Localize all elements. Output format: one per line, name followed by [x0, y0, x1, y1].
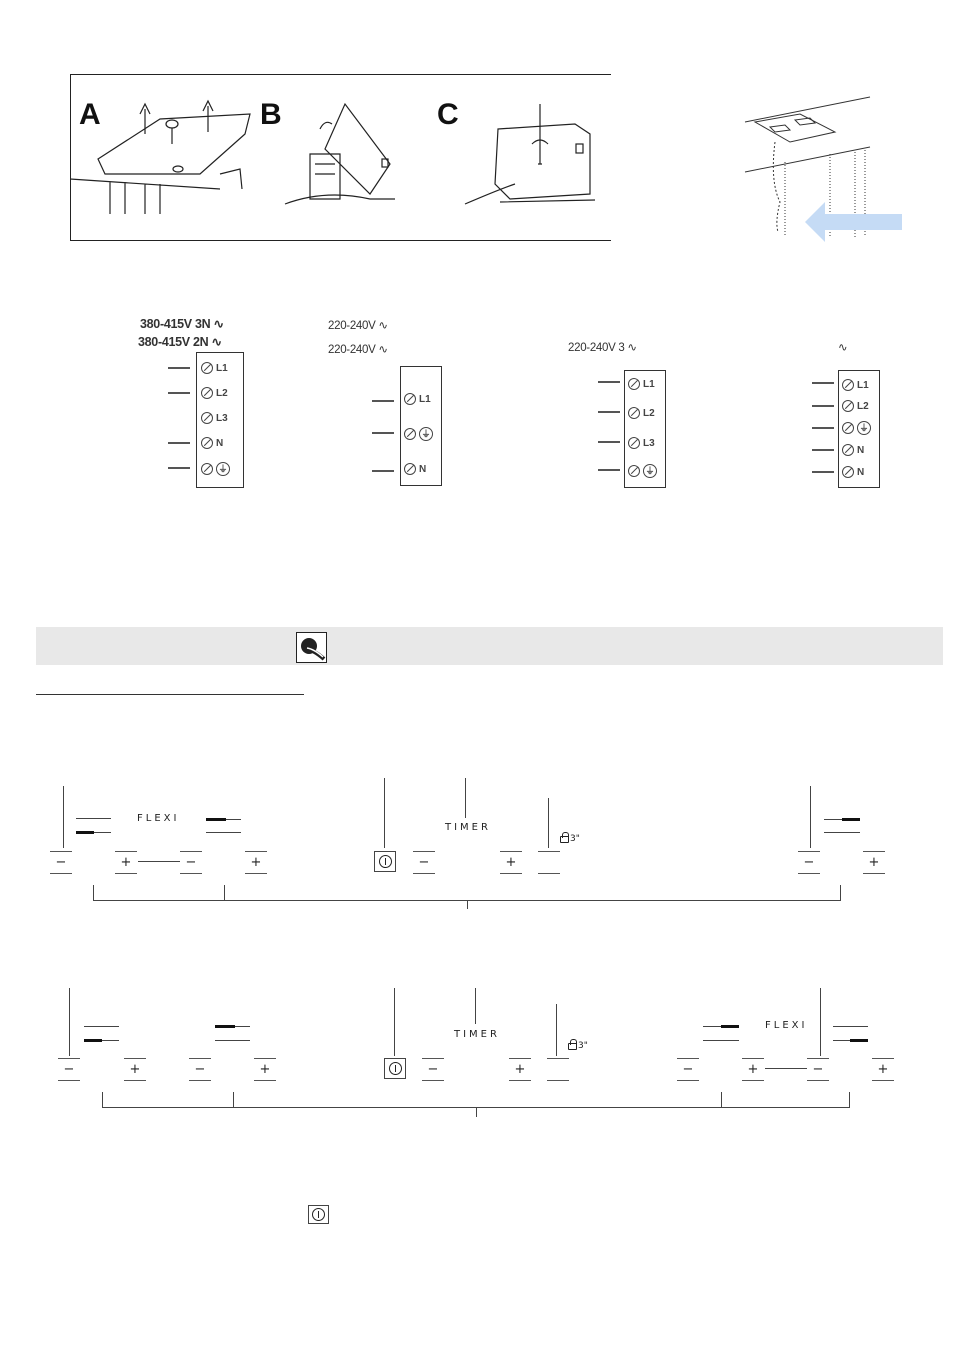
terminal: N [842, 444, 864, 456]
terminal: L3 [628, 437, 655, 449]
wire [598, 381, 620, 383]
screw-icon [404, 393, 416, 405]
wire [168, 442, 190, 444]
wire [812, 449, 834, 451]
wire [598, 441, 620, 443]
wire [168, 367, 190, 369]
step-label-c: C [437, 98, 459, 131]
terminal: L2 [201, 387, 228, 399]
zone-4-plus-button[interactable]: + [872, 1058, 894, 1081]
screw-icon [842, 466, 854, 478]
wire [812, 405, 834, 407]
wiring-1-voltage-1: 380-415V 3N ∿ [140, 317, 224, 331]
zone-3-plus-button[interactable]: + [863, 851, 885, 874]
zone-1-plus-button[interactable]: + [124, 1058, 146, 1081]
timer-plus-button[interactable]: + [509, 1058, 531, 1081]
terminal: L1 [404, 393, 431, 405]
finger-touch-icon [296, 632, 327, 663]
terminal-cover-plate-a [98, 114, 250, 174]
screwdriver-icon [538, 104, 542, 164]
zone-2-minus-button[interactable]: − [180, 851, 202, 874]
timer-minus-button[interactable]: − [422, 1058, 444, 1081]
wire [812, 427, 834, 429]
screw-icon [628, 407, 640, 419]
zone-1-plus-button[interactable]: + [115, 851, 137, 874]
flexi-link-line [138, 861, 180, 862]
terminal [628, 464, 657, 478]
screw-icon [201, 387, 213, 399]
screw-icon [201, 362, 213, 374]
wire [372, 470, 394, 472]
wire [372, 432, 394, 434]
ground-icon: ⏚ [419, 427, 433, 441]
screw-icon [842, 400, 854, 412]
zone-2-minus-button[interactable]: − [189, 1058, 211, 1081]
zone-1-minus-button[interactable]: − [50, 851, 72, 874]
lift-arrow-icon [140, 104, 150, 134]
timer-plus-button[interactable]: + [500, 851, 522, 874]
terminal: N [201, 437, 223, 449]
installation-drawings [70, 74, 610, 239]
step-label-b: B [260, 98, 282, 131]
screw-icon [628, 437, 640, 449]
wiring-3-voltage-1: 220-240V 3 ∿ [568, 342, 637, 354]
zone-3-plus-button[interactable]: + [742, 1058, 764, 1081]
flexi-label: FLEXI [137, 813, 180, 824]
screw-icon [842, 422, 854, 434]
timer-label: TIMER [454, 1029, 500, 1040]
wire [598, 411, 620, 413]
zone-2-plus-button[interactable]: + [245, 851, 267, 874]
step-label-a: A [79, 98, 101, 131]
terminal [842, 421, 871, 435]
screw-icon [628, 465, 640, 477]
terminal [404, 427, 433, 441]
timer-minus-button[interactable]: − [413, 851, 435, 874]
ground-icon: ⏚ [643, 464, 657, 478]
section-banner [36, 627, 943, 665]
rotate-arrow-icon [320, 122, 332, 129]
wiring-2-voltage-1: 220-240V ∿ [328, 320, 388, 332]
wire [598, 469, 620, 471]
wire [168, 467, 190, 469]
screw-icon [404, 463, 416, 475]
ground-icon: ⏚ [216, 462, 230, 476]
flexi-label: FLEXI [765, 1020, 808, 1031]
lock-button[interactable] [538, 851, 560, 874]
lock-icon: 3" [560, 834, 580, 844]
screw-icon [628, 378, 640, 390]
terminal: L2 [842, 400, 869, 412]
terminal: L1 [842, 379, 869, 391]
wiring-1-voltage-2: 380-415V 2N ∿ [138, 335, 222, 349]
screw-icon [201, 412, 213, 424]
power-icon [312, 1208, 325, 1221]
power-cable [773, 142, 780, 232]
terminal: N [404, 463, 426, 475]
section-underline [36, 694, 304, 695]
screw-icon [201, 437, 213, 449]
power-icon [389, 1062, 402, 1075]
lock-button[interactable] [547, 1058, 569, 1081]
terminal: L1 [628, 378, 655, 390]
wire [168, 392, 190, 394]
zone-1-minus-button[interactable]: − [58, 1058, 80, 1081]
terminal [201, 462, 230, 476]
wire [812, 382, 834, 384]
open-cover-b [325, 104, 390, 194]
zone-3-minus-button[interactable]: − [677, 1058, 699, 1081]
zone-2-plus-button[interactable]: + [254, 1058, 276, 1081]
flexi-link-line [765, 1068, 807, 1069]
terminal: L1 [201, 362, 228, 374]
terminal: L2 [628, 407, 655, 419]
terminal: L3 [201, 412, 228, 424]
screw-icon [842, 379, 854, 391]
screw-icon [201, 463, 213, 475]
power-button[interactable] [374, 851, 396, 872]
power-icon [379, 855, 392, 868]
zone-4-minus-button[interactable]: − [807, 1058, 829, 1081]
hob-surface [755, 114, 835, 142]
airflow-arrow-icon [805, 202, 902, 242]
closed-cover-c [495, 124, 590, 199]
wire [812, 471, 834, 473]
countertop-ventilation-drawing [740, 92, 910, 242]
zone-3-minus-button[interactable]: − [798, 851, 820, 874]
screw-icon [404, 428, 416, 440]
terminal: N [842, 466, 864, 478]
power-button[interactable] [384, 1058, 406, 1079]
timer-label: TIMER [445, 822, 491, 833]
power-icon-inline [308, 1205, 329, 1224]
wire [372, 400, 394, 402]
wiring-2-voltage-2: 220-240V ∿ [328, 344, 388, 356]
screw-icon [842, 444, 854, 456]
wiring-4-voltage-1: ∿ [838, 342, 848, 354]
ground-icon: ⏚ [857, 421, 871, 435]
lock-icon: 3" [568, 1041, 588, 1051]
